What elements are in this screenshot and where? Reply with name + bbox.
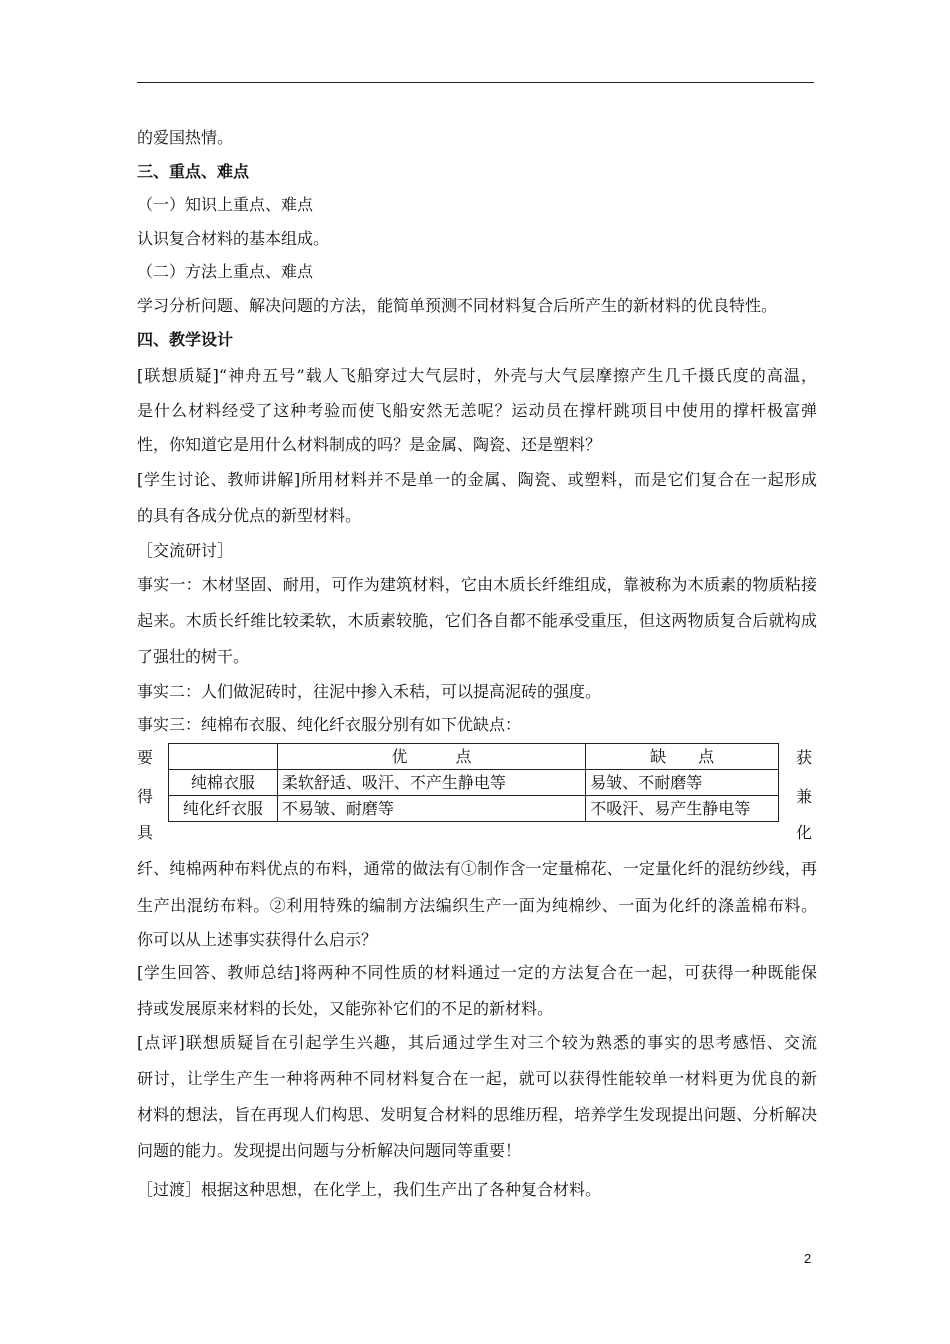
table-row	[169, 796, 779, 822]
table-cell: 易皱、不耐磨等	[586, 770, 779, 796]
subheading-knowledge: （一）知识上重点、难点	[137, 195, 314, 214]
table-cell: 柔软舒适、吸汗、不产生静电等	[277, 770, 585, 796]
side-char-left: 要	[137, 748, 154, 767]
text-line: 事实二：人们做泥砖时，往泥中掺入禾秸，可以提高泥砖的强度。	[137, 682, 602, 701]
text-line: 持或发展原来材料的长处，又能弥补它们的不足的新材料。	[137, 999, 554, 1018]
text-line: 性，你知道它是用什么材料制成的吗？是金属、陶瓷、还是塑料？	[137, 435, 602, 454]
subheading-method: （二）方法上重点、难点	[137, 262, 314, 281]
text-line: 是什么材料经受了这种考验而使飞船安然无恙呢？运动员在撑杆跳项目中使用的撑杆极富弹	[137, 401, 817, 420]
side-char-right: 获	[796, 748, 813, 767]
side-char-left: 具	[137, 823, 154, 842]
table-cell: 纯化纤衣服	[169, 796, 278, 822]
text-line: [联想质疑]“神舟五号”载人飞船穿过大气层时，外壳与大气层摩擦产生几千摄氏度的高温，	[137, 366, 817, 385]
section-heading-key-points: 三、重点、难点	[137, 162, 250, 181]
table-header-cell	[169, 744, 278, 770]
table-cell: 纯棉衣服	[169, 770, 278, 796]
text-line: [学生讨论、教师讲解]所用材料并不是单一的金属、陶瓷、或塑料，而是它们复合在一起形成	[137, 470, 817, 489]
text-line: 生产出混纺布料。②利用特殊的编制方法编织生产一面为纯棉纱、一面为化纤的涤盖棉布料。	[137, 896, 817, 915]
text-line: ［交流研讨］	[137, 541, 234, 560]
side-char-right: 化	[796, 823, 813, 842]
table-header-cell: 优 点	[277, 744, 585, 770]
pros-cons-table	[168, 743, 779, 822]
table-cell: 不易皱、耐磨等	[277, 796, 585, 822]
text-line: 的具有各成分优点的新型材料。	[137, 506, 362, 525]
text-line: 材料的想法，旨在再现人们构思、发明复合材料的思维历程，培养学生发现提出问题、分析解决	[137, 1105, 817, 1124]
text-line: 起来。木质长纤维比较柔软，木质素较脆，它们各自都不能承受重压，但这两物质复合后就构成	[137, 611, 817, 630]
text-line: 纤、纯棉两种布料优点的布料，通常的做法有①制作含一定量棉花、一定量化纤的混纺纱线，再	[137, 859, 817, 878]
text-line: 你可以从上述事实获得什么启示？	[137, 930, 378, 949]
text-line: 学习分析问题、解决问题的方法，能简单预测不同材料复合后所产生的新材料的优良特性。	[137, 296, 778, 315]
side-char-left: 得	[137, 787, 154, 806]
side-char-right: 兼	[796, 787, 813, 806]
text-line: [学生回答、教师总结]将两种不同性质的材料通过一定的方法复合在一起，可获得一种既能保	[137, 963, 817, 982]
text-line: 研讨，让学生产生一种将两种不同材料复合在一起，就可以获得性能较单一材料更为优良的新	[137, 1069, 817, 1088]
text-line: 问题的能力。发现提出问题与分析解决问题同等重要！	[137, 1141, 522, 1160]
text-line: 事实一：木材坚固、耐用，可作为建筑材料，它由木质长纤维组成，靠被称为木质素的物质粘接	[137, 575, 817, 594]
page-number: 2	[804, 1251, 812, 1266]
table-header-cell: 缺 点	[586, 744, 779, 770]
text-line: [点评]联想质疑旨在引起学生兴趣，其后通过学生对三个较为熟悉的事实的思考感悟、交流	[137, 1033, 817, 1052]
text-line: 了强壮的树干。	[137, 647, 250, 666]
text-line: 认识复合材料的基本组成。	[137, 229, 330, 248]
text-line: ［过渡］根据这种思想，在化学上，我们生产出了各种复合材料。	[137, 1180, 602, 1199]
text-line: 事实三：纯棉布衣服、纯化纤衣服分别有如下优缺点：	[137, 715, 522, 734]
section-heading-teaching-design: 四、教学设计	[137, 330, 234, 349]
table-cell: 不吸汗、易产生静电等	[586, 796, 779, 822]
text-line: 的爱国热情。	[137, 128, 234, 147]
table-row	[169, 770, 779, 796]
table-header-row	[169, 744, 779, 770]
header-rule	[137, 82, 814, 83]
